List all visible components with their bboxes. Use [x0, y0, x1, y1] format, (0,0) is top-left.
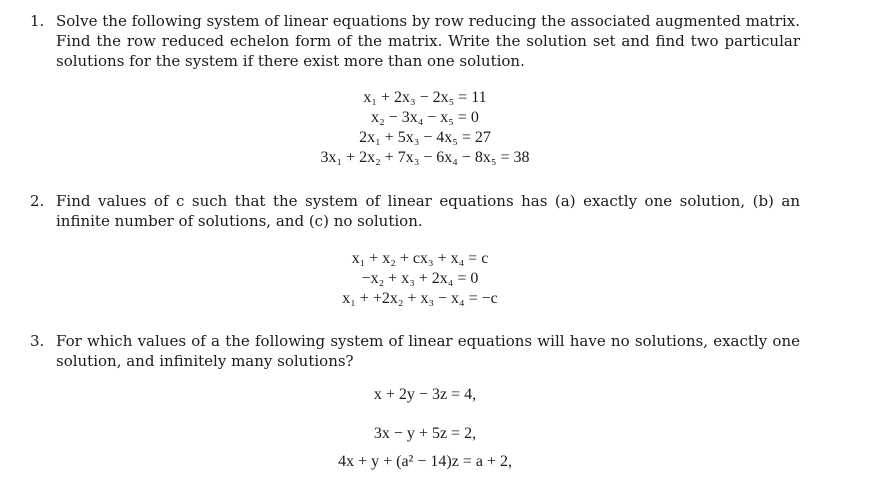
problem-number: 3. — [30, 332, 45, 350]
problem-text: For which values of a the following system of linear equations will have no solutions, exactly one solution, and infinitely many solutions? — [56, 332, 800, 370]
equation: x + 2y − 3z = 4, — [373, 386, 477, 403]
equation: 3x − y + 5z = 2, — [373, 425, 477, 442]
equation: x₂ − 3x₄ − x₅ = 0 — [371, 109, 479, 126]
problem-1 — [30, 11, 800, 71]
equation: x₁ + x₂ + cx₃ + x₄ = c — [351, 250, 489, 267]
equation: 2x₁ + 5x₃ − 4x₅ = 27 — [359, 129, 491, 146]
equation-system-1 — [290, 88, 560, 168]
problem-number: 2. — [30, 192, 45, 210]
equation-system-2 — [310, 249, 530, 309]
problem-text: Find values of c such that the system of linear equations has (a) exactly one solution, (b) an infinite number of solutions, and (c) no solution. — [56, 192, 800, 230]
problem-text: Solve the following system of linear equations by row reducing the associated augmented matrix. Find the row reduced echelon form of the matrix. Write the solution set and find two particular solutions for the system if there exist more than one solution. — [56, 12, 800, 70]
equation: x₁ + 2x₃ − 2x₅ = 11 — [363, 89, 487, 106]
equation: 4x + y + (a² − 14)z = a + 2, — [338, 453, 512, 470]
equation: x₁ + +2x₂ + x₃ − x₄ = −c — [342, 290, 498, 307]
problem-number: 1. — [30, 12, 45, 30]
equation: −x₂ + x₃ + 2x₄ = 0 — [361, 270, 479, 287]
equation: 3x₁ + 2x₂ + 7x₃ − 6x₄ − 8x₅ = 38 — [320, 149, 530, 166]
problem-2 — [30, 191, 800, 231]
problem-3 — [30, 331, 800, 371]
